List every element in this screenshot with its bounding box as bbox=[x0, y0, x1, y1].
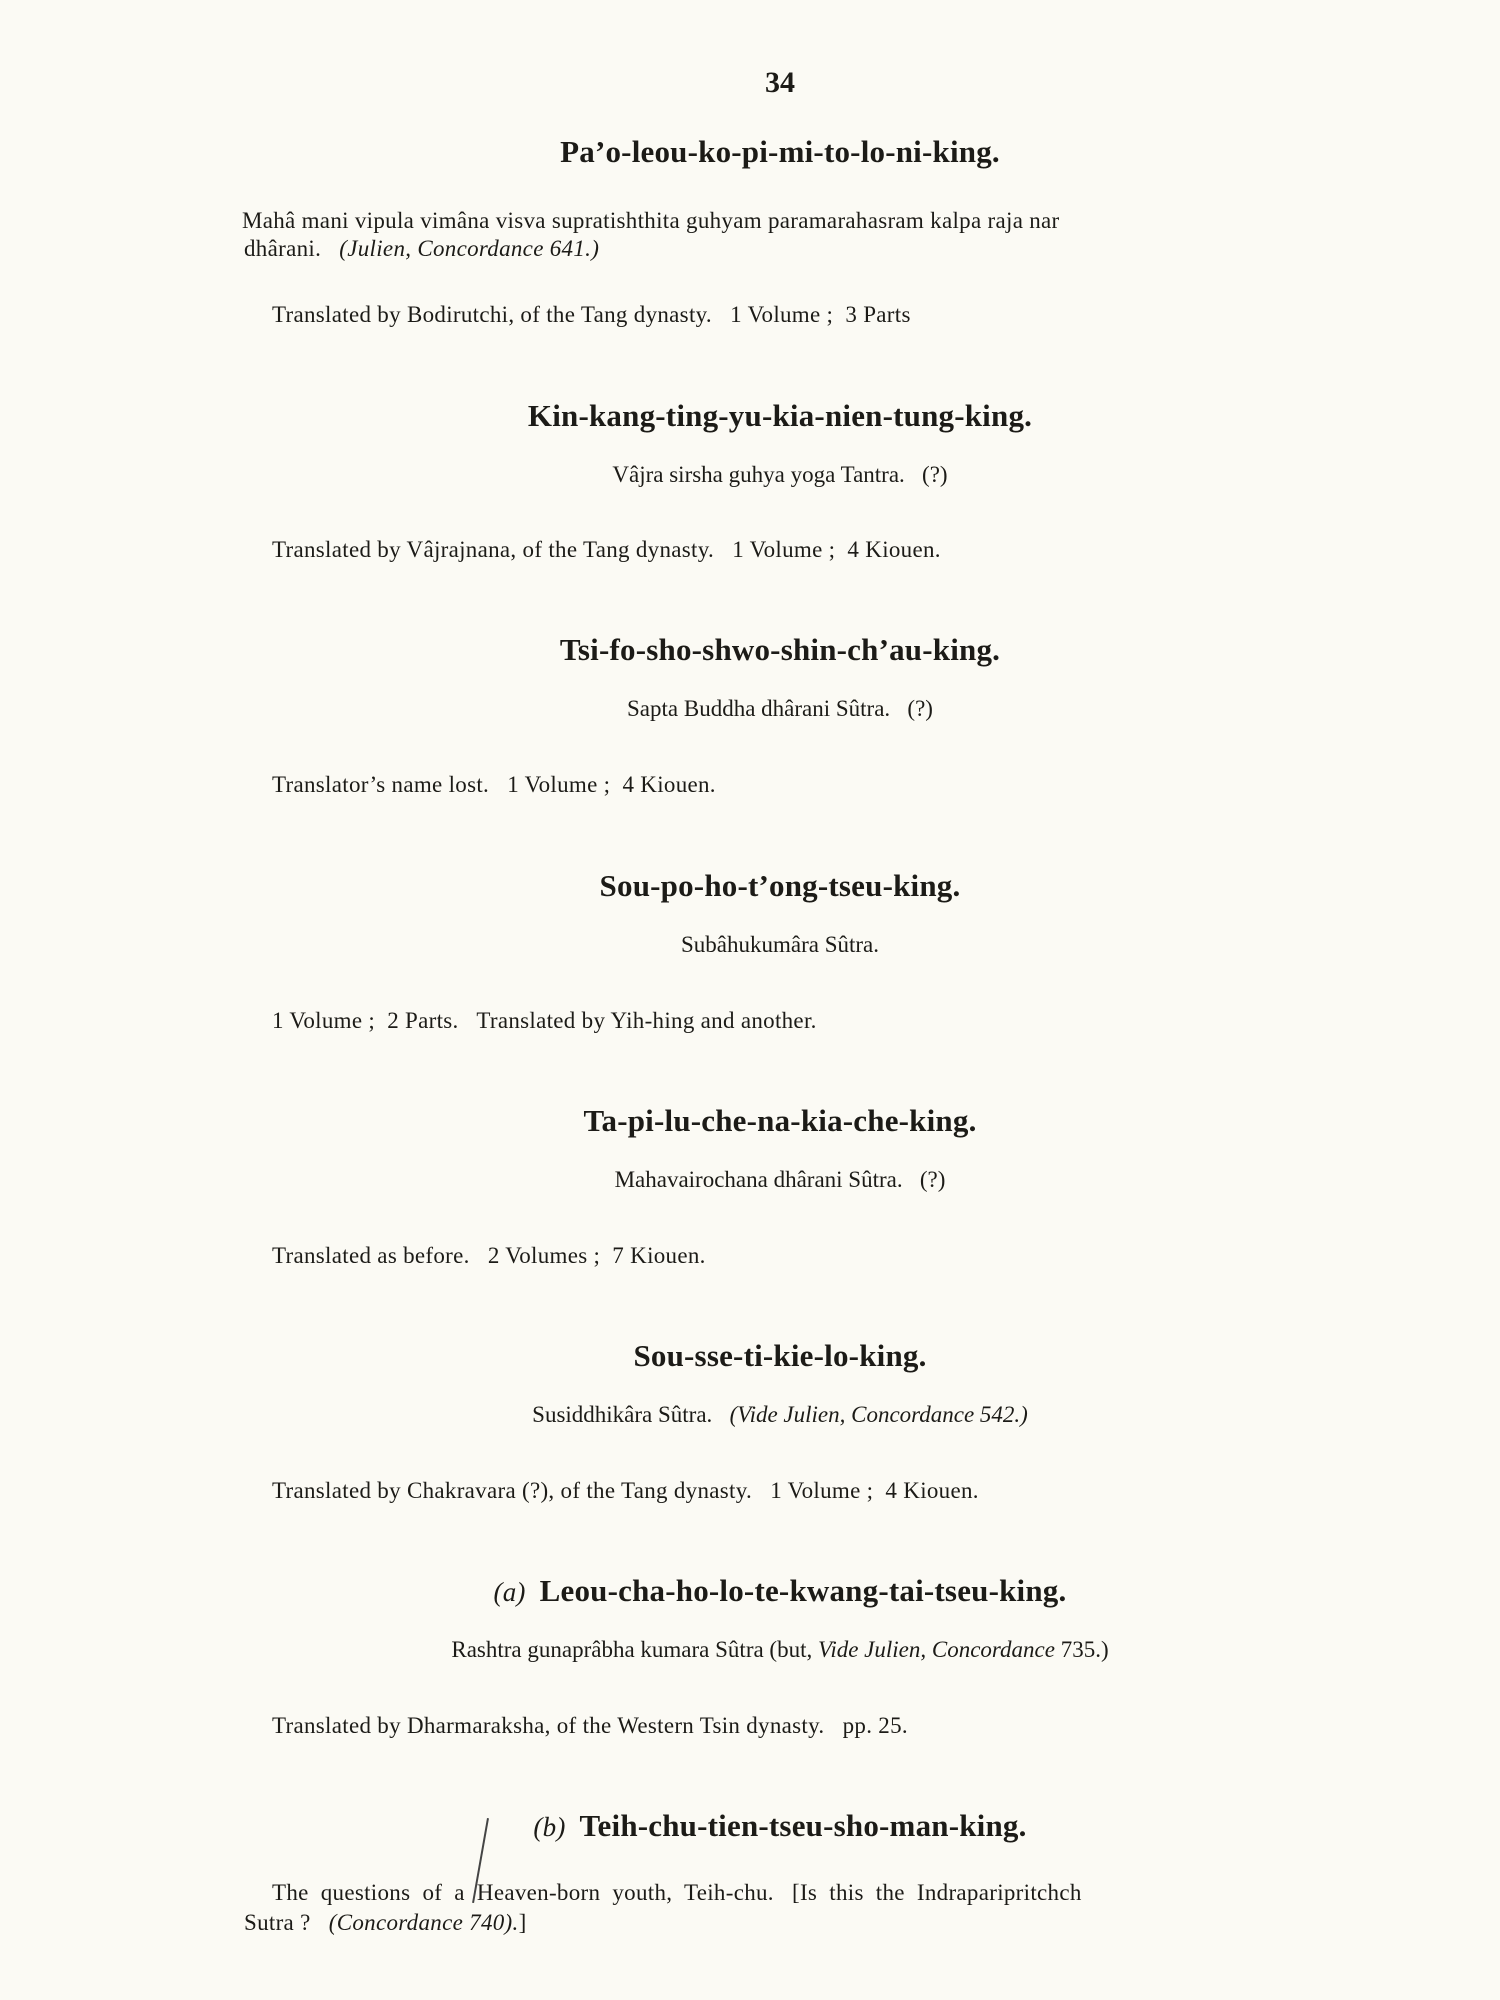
entry-title-row bbox=[0, 1573, 1500, 1609]
sanskrit-title: Mahâ mani vipula vimâna visva supratishthita guhyam paramarahasram kalpa raja nar bbox=[242, 208, 1060, 233]
entry-title: Kin-kang-ting-yu-kia-nien-tung-king. bbox=[527, 398, 1033, 433]
entry-title: Sou-sse-ti-kie-lo-king. bbox=[633, 1338, 927, 1373]
page-number: 34 bbox=[765, 66, 795, 99]
translation-note: Translated by Bodirutchi, of the Tang dynasty. 1 Volume ; 3 Parts bbox=[272, 302, 911, 327]
translation-note: Translated as before. 2 Volumes ; 7 Kiouen. bbox=[272, 1243, 706, 1268]
translation-note: Translated by Vâjrajnana, of the Tang dynasty. 1 Volume ; 4 Kiouen. bbox=[272, 537, 941, 562]
entry-title-row bbox=[0, 1808, 1500, 1844]
translation-note: 1 Volume ; 2 Parts. Translated by Yih-hing and another. bbox=[272, 1008, 817, 1033]
translation-note: Translated by Chakravara (?), of the Tang dynasty. 1 Volume ; 4 Kiouen. bbox=[272, 1478, 979, 1503]
sanskrit-text: dhârani. bbox=[244, 236, 322, 261]
entry-title: Pa’o-leou-ko-pi-mi-to-lo-ni-king. bbox=[560, 134, 1000, 169]
entry-title: Sou-po-ho-t’ong-tseu-king. bbox=[599, 868, 961, 903]
entry-title: Leou-cha-ho-lo-te-kwang-tai-tseu-king. bbox=[539, 1573, 1067, 1608]
sanskrit-title: Mahavairochana dhârani Sûtra. (?) bbox=[614, 1167, 946, 1192]
concordance-reference: (Julien, Concordance 641.) bbox=[339, 236, 600, 261]
concordance-reference: (Vide Julien, Concordance 542.) bbox=[729, 1402, 1028, 1427]
entry-title: Ta-pi-lu-che-na-kia-che-king. bbox=[583, 1103, 977, 1138]
description-line-continued bbox=[244, 1910, 527, 1936]
closing-bracket: ] bbox=[518, 1910, 527, 1935]
entry-marker: (a) bbox=[493, 1577, 526, 1607]
sanskrit-title-continued bbox=[244, 236, 599, 262]
sanskrit-title: Sapta Buddha dhârani Sûtra. (?) bbox=[627, 696, 933, 721]
entry-marker: (b) bbox=[533, 1812, 566, 1842]
sanskrit-title: Vâjra sirsha guhya yoga Tantra. (?) bbox=[612, 462, 948, 487]
translation-note: Translated by Dharmaraksha, of the Western Tsin dynasty. pp. 25. bbox=[272, 1713, 908, 1738]
sanskrit-text: Susiddhikâra Sûtra. bbox=[532, 1402, 713, 1427]
sanskrit-title bbox=[0, 1637, 1500, 1663]
sanskrit-text: Rashtra gunaprâbha kumara Sûtra (but, bbox=[451, 1637, 813, 1662]
sanskrit-title bbox=[0, 1402, 1500, 1428]
concordance-reference: (Concordance 740). bbox=[328, 1910, 519, 1935]
sanskrit-title: Subâhukumâra Sûtra. bbox=[680, 932, 879, 957]
description-text: Sutra ? bbox=[244, 1910, 311, 1935]
translation-note: Translator’s name lost. 1 Volume ; 4 Kiouen. bbox=[272, 772, 716, 797]
entry-title: Teih-chu-tien-tseu-sho-man-king. bbox=[579, 1808, 1027, 1843]
description-line: The questions of a Heaven-born youth, Teih-chu. [Is this the Indraparipritchch bbox=[272, 1880, 1082, 1905]
sanskrit-text-end: 735.) bbox=[1060, 1637, 1109, 1662]
entry-title: Tsi-fo-sho-shwo-shin-ch’au-king. bbox=[559, 632, 1001, 667]
concordance-reference: Vide Julien, Concordance bbox=[817, 1637, 1055, 1662]
